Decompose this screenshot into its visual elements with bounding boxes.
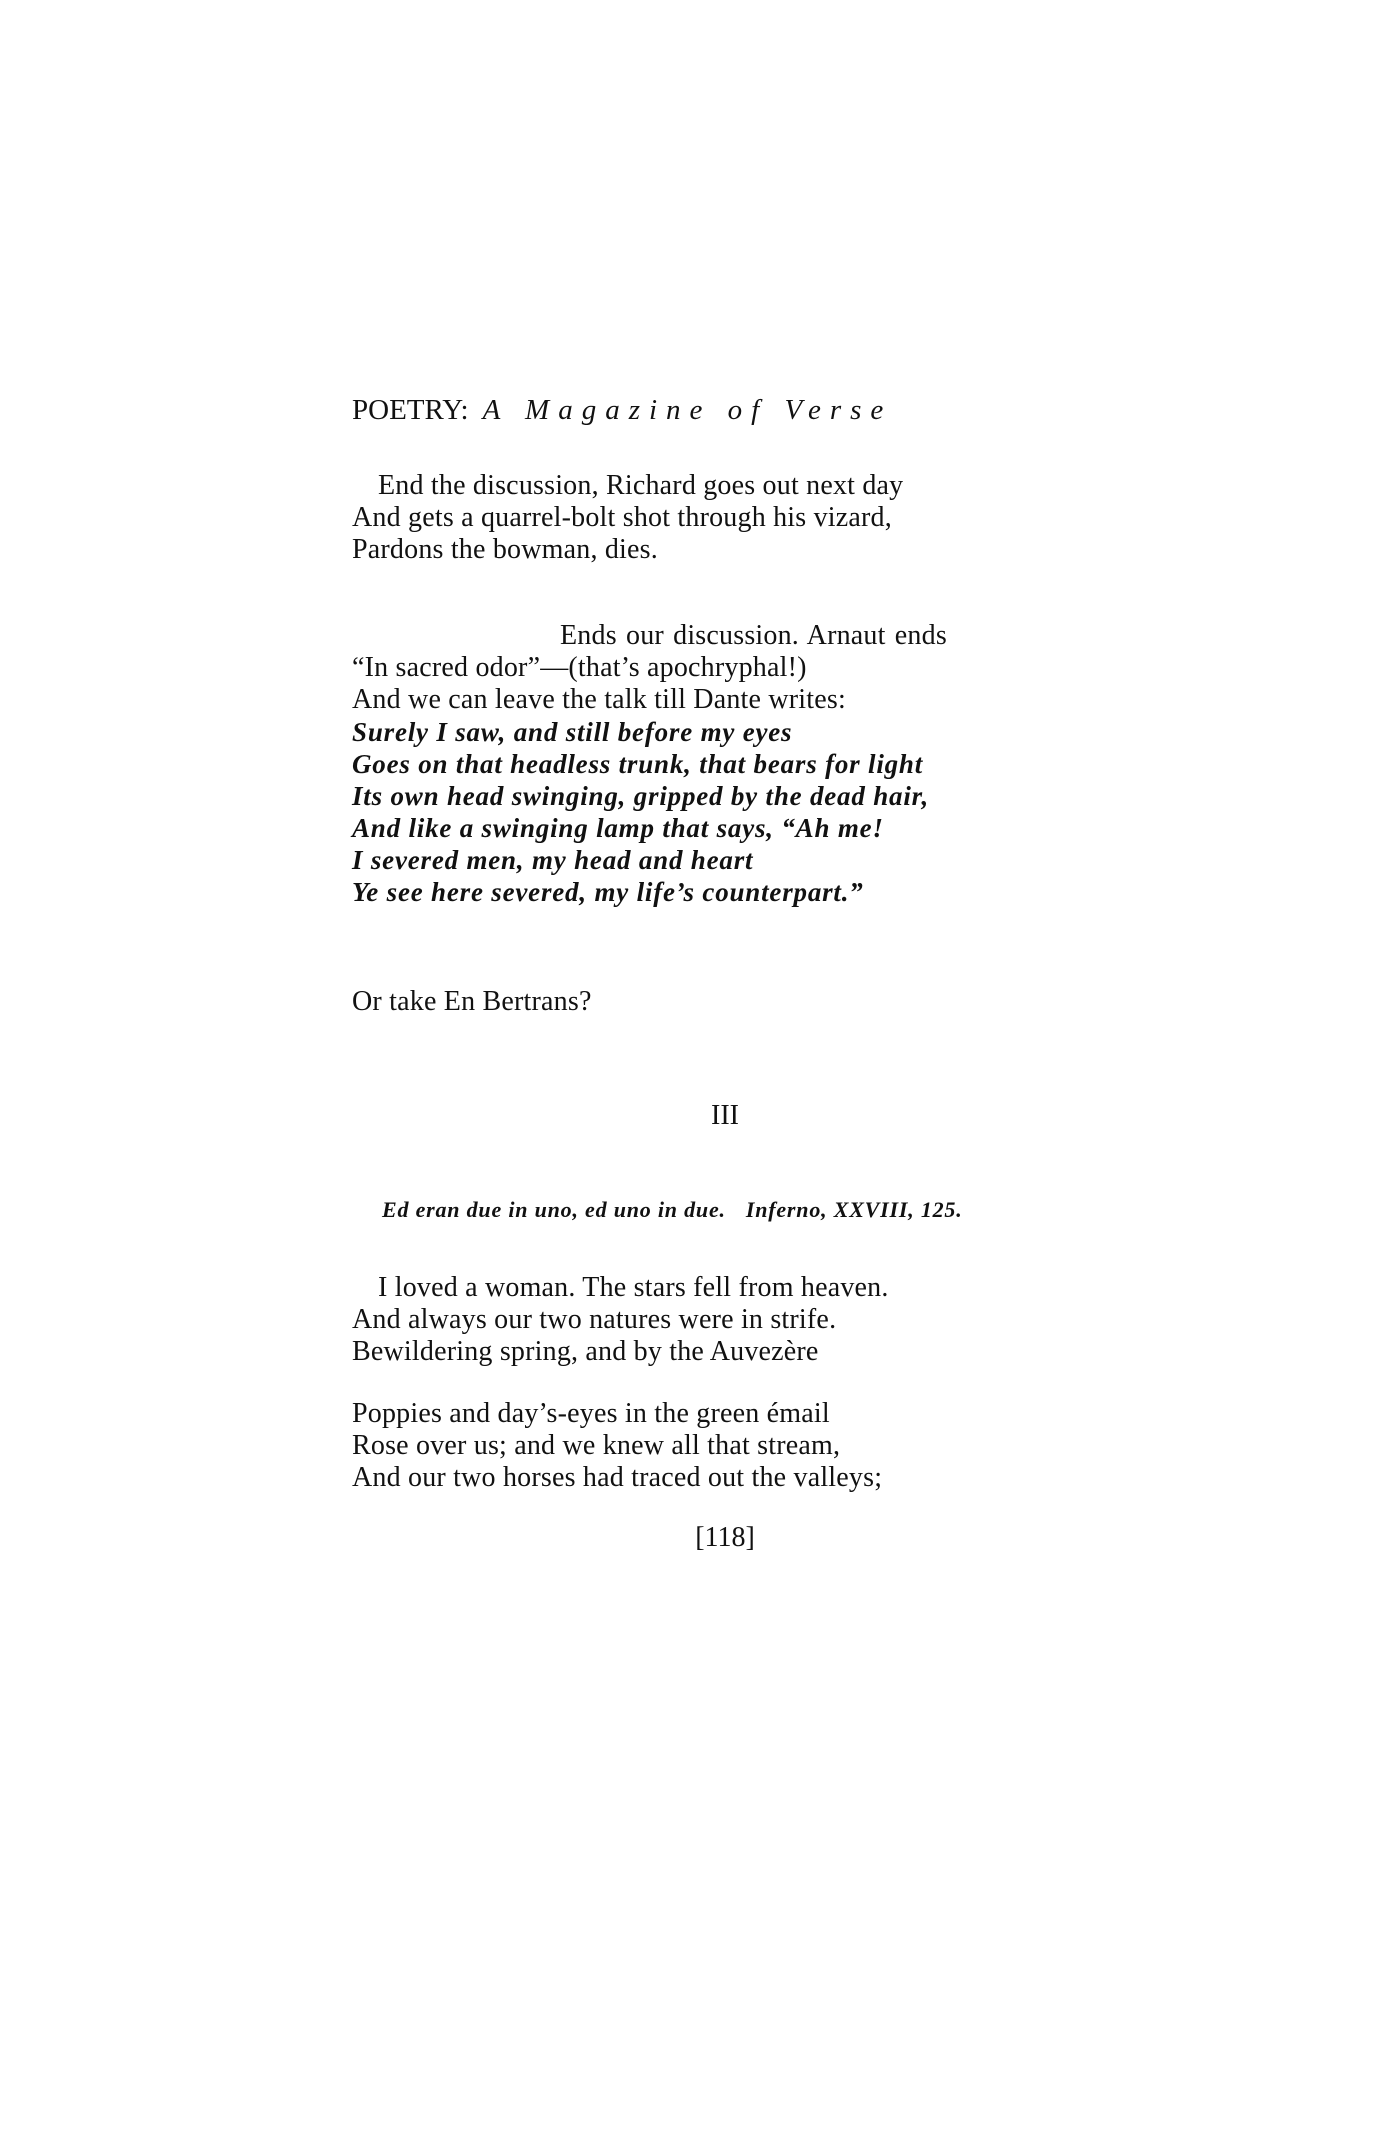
dante-quote-line: Goes on that headless trunk, that bears for light	[352, 749, 924, 779]
poem-line: And we can leave the talk till Dante writes:	[352, 684, 846, 715]
section-number: III	[711, 1100, 739, 1131]
poem-line: Pardons the bowman, dies.	[352, 534, 658, 565]
poem-line: Ends our discussion. Arnaut ends	[560, 620, 947, 651]
dante-quote-line: I severed men, my head and heart	[352, 845, 754, 875]
poem-line: Or take En Bertrans?	[352, 986, 592, 1017]
poem-line: Rose over us; and we knew all that stream,	[352, 1430, 841, 1461]
poem-line: Poppies and day’s-eyes in the green émail	[352, 1398, 830, 1429]
dante-quote-line: And like a swinging lamp that says, “Ah me!	[352, 813, 884, 843]
epigraph-source: Inferno, XXVIII, 125.	[745, 1197, 963, 1222]
dante-quote-line: Surely I saw, and still before my eyes	[352, 717, 793, 747]
epigraph-quote: Ed eran due in uno, ed uno in due.	[382, 1197, 726, 1222]
page-number: [118]	[695, 1522, 755, 1553]
magazine-subtitle: A Magazine of Verse	[482, 394, 893, 426]
poem-line: “In sacred odor”—(that’s apochryphal!)	[352, 652, 807, 683]
dante-quote-line: Ye see here severed, my life’s counterpart.”	[352, 877, 864, 907]
poem-line: And gets a quarrel-bolt shot through his vizard,	[352, 502, 892, 533]
poem-line: And always our two natures were in strife.	[352, 1304, 837, 1335]
dante-quote-line: Its own head swinging, gripped by the dead hair,	[352, 781, 929, 811]
epigraph	[382, 1196, 963, 1224]
poem-line: I loved a woman. The stars fell from heaven.	[378, 1272, 889, 1303]
poem-line: Bewildering spring, and by the Auvezère	[352, 1336, 819, 1367]
magazine-title: POETRY:	[352, 394, 469, 426]
poem-line: And our two horses had traced out the valleys;	[352, 1462, 883, 1493]
running-header	[352, 392, 892, 428]
poem-line: End the discussion, Richard goes out next day	[378, 470, 904, 501]
